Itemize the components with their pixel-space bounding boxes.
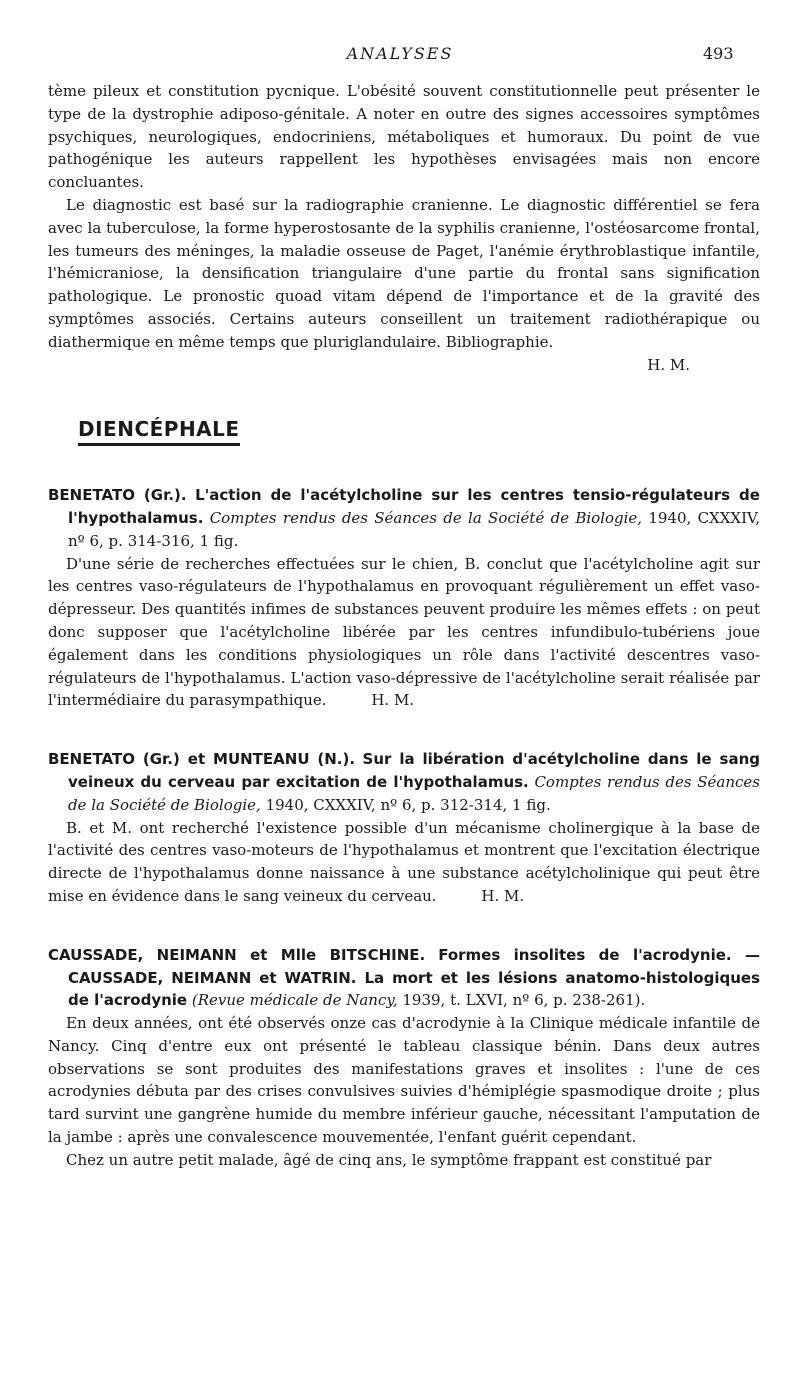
entry-citation: 1939, t. LXVI, nº 6, p. 238-261). (402, 991, 646, 1010)
entry-abstract-continued: Chez un autre petit malade, âgé de cinq ans, le symptôme frappant est constitué par (66, 1150, 712, 1169)
entry-abstract-text: B. et M. ont recherché l'existence possible d'un mécanisme cholinergique à la base de l'activité des centres vaso-moteurs de l'hypothalamus et montrent que l'excitation électrique directe de l'hypothalamus donne naissance à une substance acétylcholinique qui peut être mise en évidence dans le sang veineux du cerveau. (48, 818, 760, 905)
intro-signature: H. M. (647, 355, 690, 374)
entry-header (48, 944, 760, 1012)
entry-header (48, 484, 760, 552)
entry-authors: BENETATO (Gr.). (48, 486, 187, 505)
entry-title: Sur la libération d'acétylcholine dans le sang veineux du cerveau par excitation de l'hypothalamus. (68, 750, 760, 791)
entry-journal: (Revue médicale de Nancy, (191, 991, 398, 1010)
entry-title: Formes insolites de l'acrodynie. — CAUSSADE, NEIMANN et WATRIN. La mort et les lésions anatomo-histologiques de l'acrodynie (68, 945, 760, 1010)
entry-caussade (48, 944, 760, 1172)
entry-header (48, 748, 760, 816)
running-title: ANALYSES (346, 44, 454, 63)
page-content (48, 80, 760, 1172)
entry-citation: 1940, CXXXIV, nº 6, p. 312-314, 1 fig. (265, 795, 551, 814)
intro-paragraph-2: Le diagnostic est basé sur la radiographie cranienne. Le diagnostic différentiel se fera avec la tuberculose, la forme hyperostosante de la syphilis cranienne, l'ostéosarcome frontal, les tumeurs des méninges, la maladie osseuse de Paget, l'anémie érythroblastique infantile, l'hémicraniose, la densification triangulaire d'une partie du frontal sans signification pathologique. Le pronostic quoad vitam dépend de l'importance et de la gravité des symptômes associés. Certains auteurs conseillent un traitement radiothérapique ou diathermique en même temps que pluriglandulaire. Bibliographie. (48, 195, 760, 351)
entry-journal: Comptes rendus des Séances de la Société de Biologie, (209, 508, 643, 527)
section-heading: DIENCÉPHALE (78, 418, 240, 446)
entry-benetato-1 (48, 484, 760, 712)
entry-abstract-text: D'une série de recherches effectuées sur le chien, B. conclut que l'acétylcholine agit sur les centres vaso-régulateurs de l'hypothalamus en provoquant régulièrement un effet vaso-dépresseur. Des quantités infimes de substances peuvent produire les mêmes effets : on peut donc supposer que l'acétylcholine libérée par les centres infundibulo-tubériens joue également dans les conditions physiologiques un rôle dans l'activité descentres vaso-régulateurs de l'hypothalamus. L'action vaso-dépressive de l'acétylcholine serait réalisée par l'intermédiaire du parasympathique. (48, 554, 760, 710)
entry-authors: BENETATO (Gr.) et MUNTEANU (N.). (48, 750, 356, 769)
page-number: 493 (703, 44, 734, 63)
entry-journal: Comptes rendus des Séances de la Société de Biologie, (68, 772, 760, 814)
entry-signature: H. M. (481, 886, 525, 905)
entry-title: L'action de l'acétylcholine sur les centres tensio-régulateurs de l'hypothalamus. (68, 486, 760, 527)
entry-authors: CAUSSADE, NEIMANN et Mlle BITSCHINE. (48, 945, 426, 964)
entry-benetato-munteanu (48, 748, 760, 908)
entry-abstract (48, 817, 760, 908)
entry-abstract: En deux années, ont été observés onze cas d'acrodynie à la Clinique médicale infantile de Nancy. Cinq d'entre eux ont présenté le tableau classique bénin. Dans deux autres observations se sont produites des manifestations graves et insolites : l'une de ces acrodynies débuta par des crises convulsives suivies d'hémiplégie spasmodique droite ; plus tard survint une gangrène humide du membre inférieur gauche, nécessitant l'amputation de la jambe : après une convalescence mouvementée, l'enfant guérit cependant. (48, 1014, 760, 1147)
entry-signature: H. M. (371, 691, 415, 710)
intro-paragraph-1: tème pileux et constitution pycnique. L'obésité souvent constitutionnelle peut présenter le type de la dystrophie adiposo-génitale. A noter en outre des signes accessoires symptômes psychiques, neurologiques, endocriniens, métaboliques et humoraux. Du point de vue pathogénique les auteurs rappellent les hypothèses envisagées mais non encore concluantes. (48, 82, 760, 192)
entry-citation: 1940, CXXXIV, nº 6, p. 314-316, 1 fig. (68, 508, 760, 550)
entry-abstract (48, 553, 760, 713)
